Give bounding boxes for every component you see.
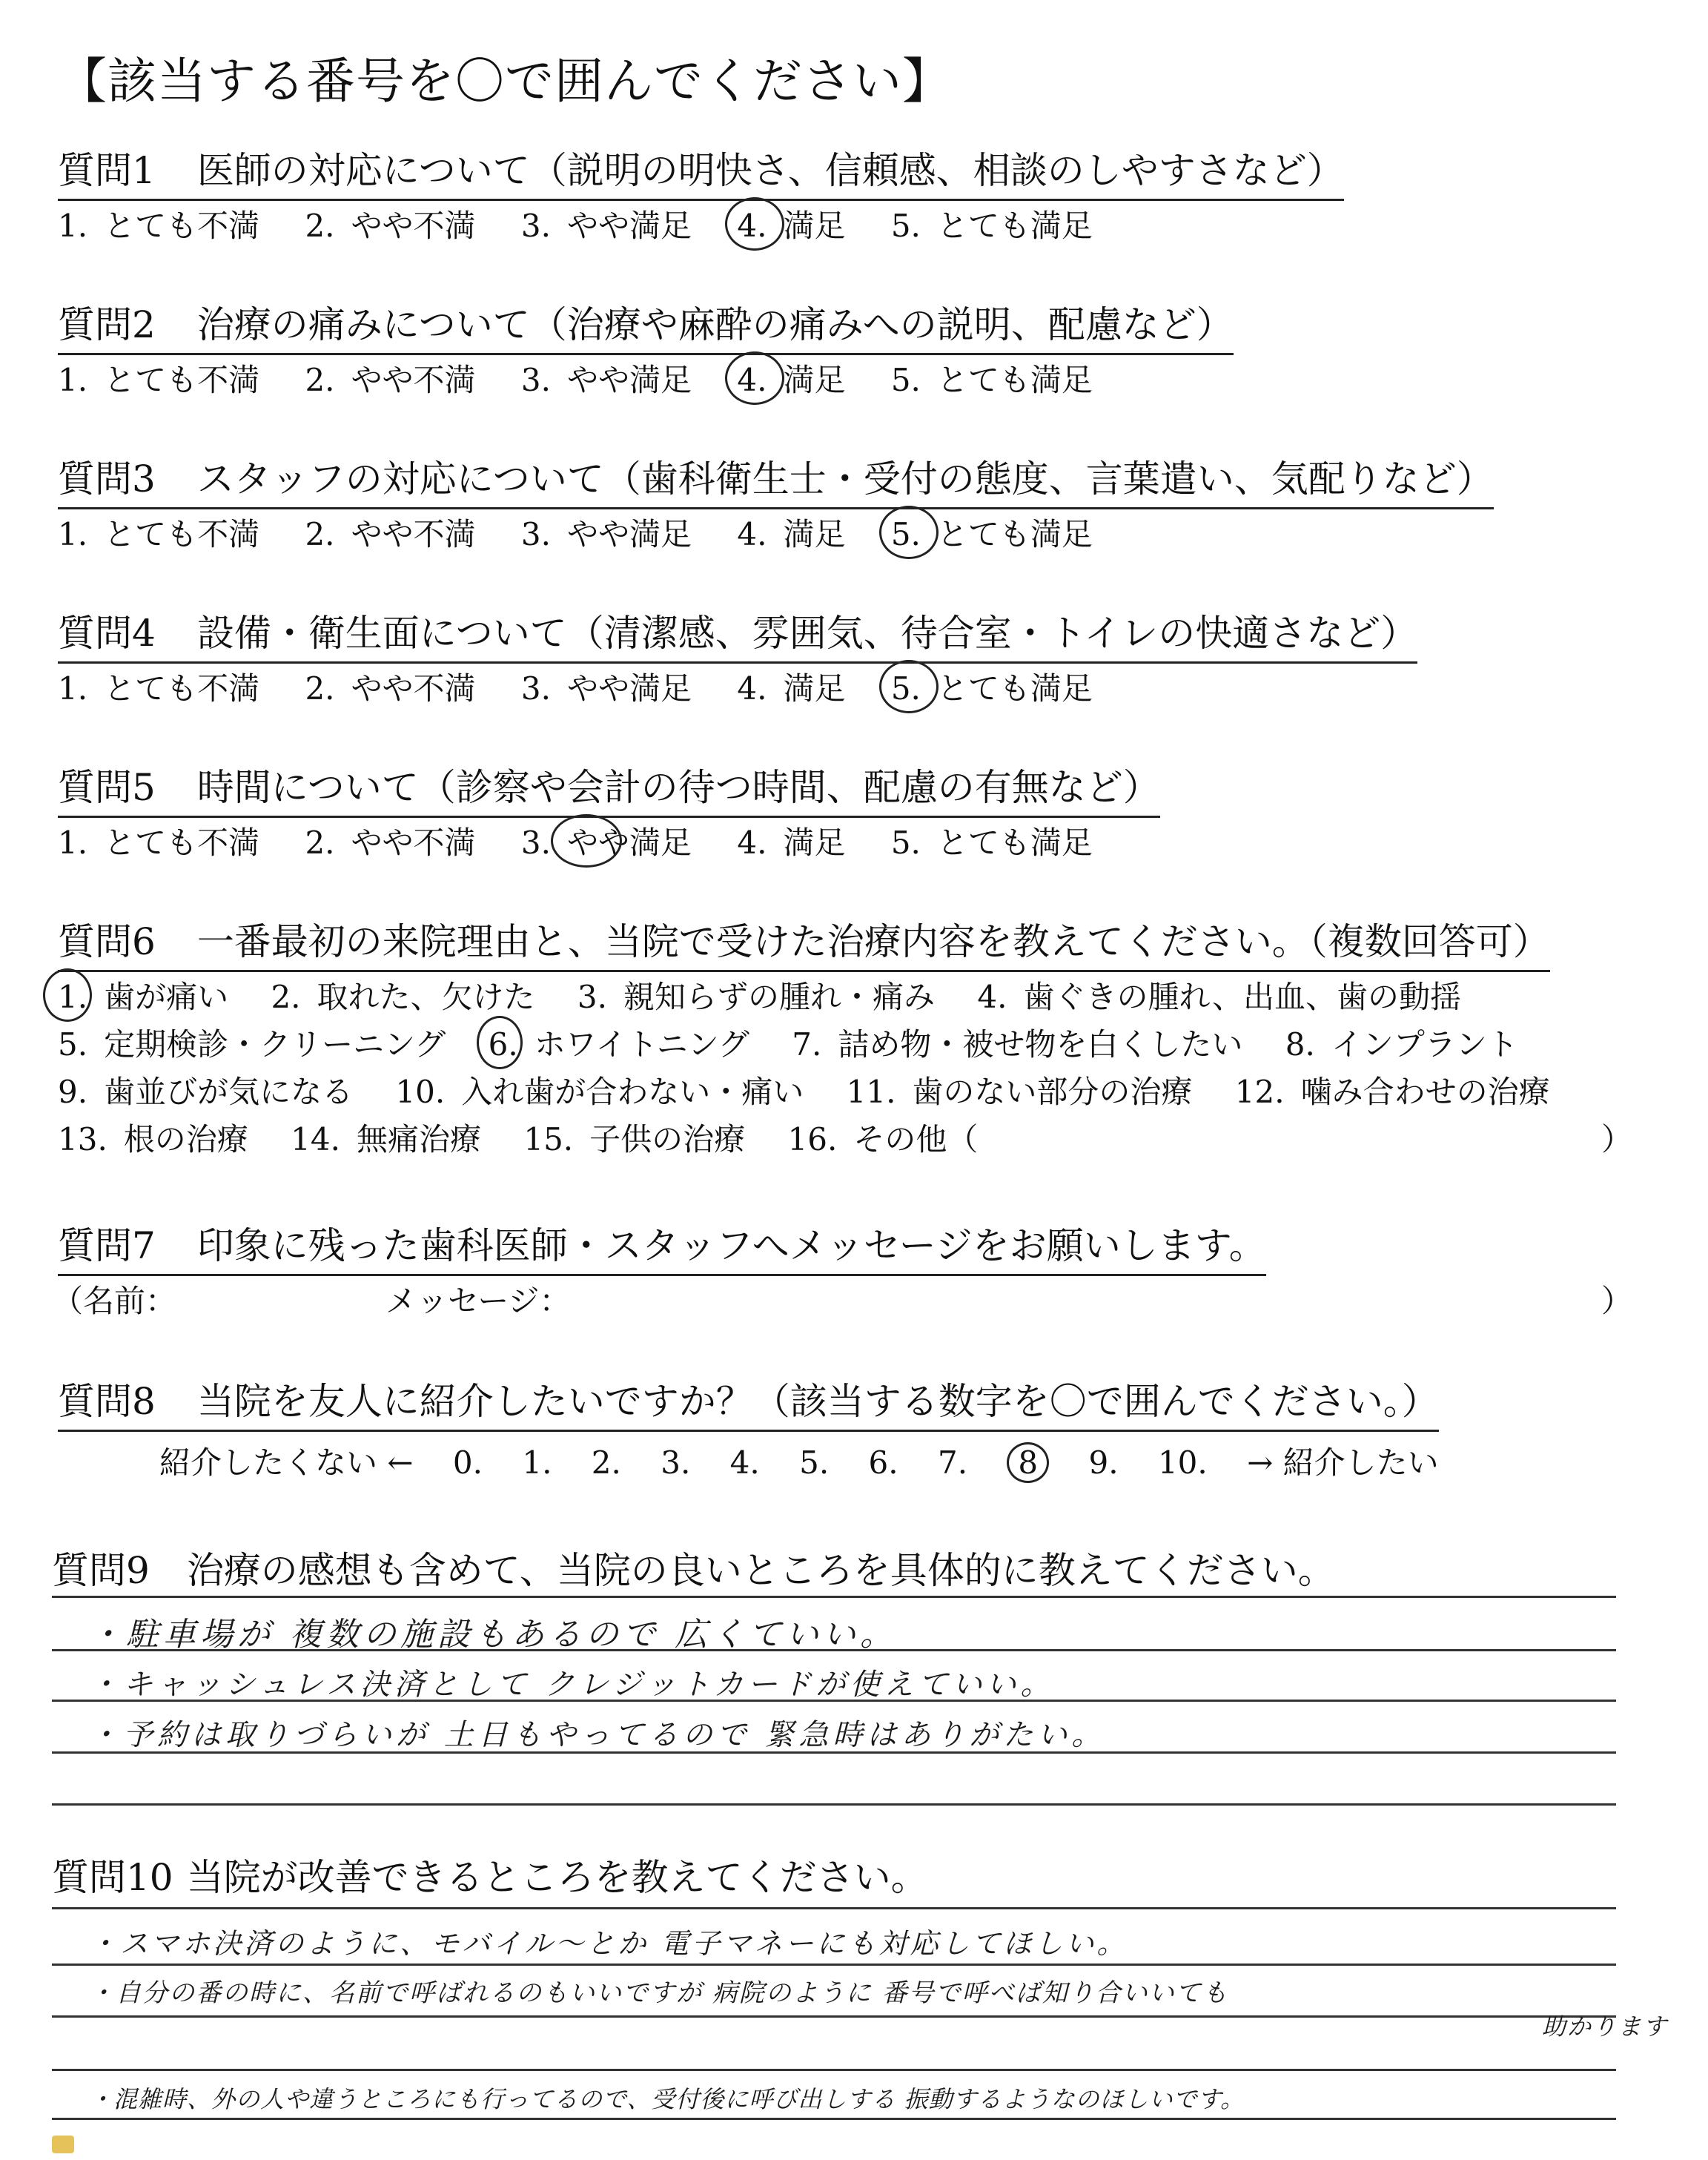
answer-line: [52, 1596, 1616, 1598]
question-4-options: [58, 664, 1128, 709]
scale-3[interactable]: 3.: [661, 1444, 691, 1481]
option-3[interactable]: 3. やや満足: [520, 516, 692, 552]
option-1[interactable]: 1. とても不満: [58, 516, 260, 552]
answer-line: [52, 2118, 1616, 2120]
scale-8-selected[interactable]: 8: [1007, 1442, 1049, 1483]
recommend-scale: [159, 1439, 1469, 1483]
name-label: （名前：: [52, 1283, 177, 1319]
question-6-row-4: [58, 1115, 1010, 1160]
option-1[interactable]: 1. とても不満: [58, 208, 260, 244]
question-6-row-3: [58, 1068, 1583, 1112]
question-number: 質問6: [58, 920, 156, 963]
question-3-heading: [58, 449, 1494, 509]
question-5-options: [58, 819, 1128, 863]
option-5[interactable]: 5. とても満足: [890, 825, 1093, 861]
answer-line: [52, 1700, 1616, 1702]
selection-circle: [879, 506, 939, 559]
option-4-selected[interactable]: 4. 満足: [737, 202, 845, 246]
reason-9[interactable]: 9. 歯並びが気になる: [58, 1074, 354, 1110]
question-number: 質問1: [58, 149, 156, 192]
question-number: 質問4: [58, 612, 156, 655]
reason-1-selected[interactable]: 1. 歯が痛い: [58, 973, 228, 1017]
reason-12[interactable]: 12. 噛み合わせの治療: [1234, 1074, 1550, 1110]
option-2[interactable]: 2. やや不満: [305, 516, 476, 552]
scale-5[interactable]: 5.: [799, 1444, 830, 1481]
handwritten-answer-line: ・駐車場が 複数の施設もあるので 広くていい。: [89, 1616, 897, 1654]
message-label: メッセージ：: [385, 1283, 571, 1319]
answer-line: [52, 2015, 1616, 2018]
question-text: 印象に残った歯科医師・スタッフへメッセージをお願いします。: [196, 1224, 1266, 1267]
option-3-selected[interactable]: 3. やや満足: [521, 819, 692, 863]
reason-3[interactable]: 3. 親知らずの腫れ・痛み: [577, 979, 935, 1015]
reason-4[interactable]: 4. 歯ぐきの腫れ、出血、歯の動揺: [977, 979, 1461, 1015]
question-text: 設備・衛生面について（清潔感、雰囲気、待合室・トイレの快適さなど）: [196, 612, 1418, 655]
reason-10[interactable]: 10. 入れ歯が合わない・痛い: [395, 1074, 804, 1110]
question-8-heading: [58, 1372, 1439, 1432]
option-5-selected[interactable]: 5. とても満足: [891, 510, 1093, 555]
option-2[interactable]: 2. やや不満: [305, 670, 476, 707]
question-2-options: [58, 356, 1128, 400]
question-7-heading: [58, 1216, 1266, 1276]
question-number: 質問7: [58, 1224, 156, 1267]
scale-10[interactable]: 10.: [1157, 1444, 1208, 1481]
selection-circle: [879, 660, 939, 713]
question-number: 質問5: [58, 766, 156, 809]
option-4[interactable]: 4. 満足: [737, 825, 846, 861]
option-3[interactable]: 3. やや満足: [520, 670, 692, 707]
scale-6[interactable]: 6.: [868, 1444, 898, 1481]
option-2[interactable]: 2. やや不満: [305, 208, 476, 244]
question-4-heading: [58, 604, 1417, 664]
handwritten-answer-line: ・キャッシュレス決済として クレジットカードが使えていい。: [89, 1668, 1055, 1702]
option-4-selected[interactable]: 4. 満足: [737, 356, 845, 400]
question-number: 質問10: [52, 1856, 173, 1899]
option-3[interactable]: 3. やや満足: [520, 208, 692, 244]
answer-line: [52, 1964, 1616, 1966]
handwritten-answer-line: ・混雑時、外の人や違うところにも行ってるので、受付後に呼び出しする 振動するようなのほしいです。: [89, 2085, 1245, 2113]
question-5-heading: [58, 758, 1160, 818]
selection-circle: [477, 1016, 523, 1069]
reason-15[interactable]: 15. 子供の治療: [523, 1121, 746, 1157]
answer-line: [52, 2069, 1616, 2071]
scale-2[interactable]: 2.: [591, 1444, 621, 1481]
option-2[interactable]: 2. やや不満: [305, 362, 476, 398]
scale-9[interactable]: 9.: [1088, 1444, 1119, 1481]
handwritten-answer-line: 助かります: [1542, 2012, 1669, 2041]
question-number: 質問3: [58, 458, 156, 501]
answer-line: [52, 1751, 1616, 1754]
scale-right-label: → 紹介したい: [1247, 1444, 1439, 1481]
question-text: 一番最初の来院理由と、当院で受けた治療内容を教えてください。（複数回答可）: [196, 920, 1550, 963]
option-5-selected[interactable]: 5. とても満足: [891, 664, 1093, 709]
scale-left-label: 紹介したくない ←: [159, 1444, 414, 1481]
reason-11[interactable]: 11. 歯のない部分の治療: [846, 1074, 1193, 1110]
handwritten-answer-line: ・予約は取りづらいが 土日もやってるので 緊急時はありがたい。: [89, 1718, 1106, 1752]
reason-13[interactable]: 13. 根の治療: [58, 1121, 248, 1157]
reason-8[interactable]: 8. インプラント: [1285, 1026, 1518, 1063]
option-4[interactable]: 4. 満足: [737, 670, 846, 707]
scale-1[interactable]: 1.: [522, 1444, 552, 1481]
question-1-options: [58, 202, 1128, 246]
question-10-heading: [52, 1848, 928, 1901]
message-close-paren: ）: [1601, 1283, 1633, 1319]
option-4[interactable]: 4. 満足: [737, 516, 846, 552]
question-number: 質問9: [52, 1549, 150, 1592]
handwritten-answer-line: ・自分の番の時に、名前で呼ばれるのもいいですが 病院のように 番号で呼べば知り合いいても: [89, 1978, 1229, 2008]
question-number: 質問8: [58, 1380, 156, 1423]
answer-line: [52, 1907, 1616, 1909]
question-6-row-2: [58, 1020, 1551, 1065]
question-3-options: [58, 510, 1128, 555]
question-text: スタッフの対応について（歯科衛生士・受付の態度、言葉遣い、気配りなど）: [196, 458, 1494, 501]
reason-5[interactable]: 5. 定期検診・クリーニング: [58, 1026, 446, 1063]
other-close-paren: ）: [1601, 1121, 1633, 1157]
question-text: 医師の対応について（説明の明快さ、信頼感、相談のしやすさなど）: [196, 149, 1344, 192]
option-1[interactable]: 1. とても不満: [58, 362, 260, 398]
question-text: 治療の痛みについて（治療や麻酔の痛みへの説明、配慮など）: [196, 303, 1234, 346]
answer-line: [52, 1649, 1616, 1651]
scale-7[interactable]: 7.: [937, 1444, 968, 1481]
page-title: 【該当する番号を〇で囲んでください】: [58, 53, 952, 110]
selection-circle: [551, 814, 622, 868]
option-5[interactable]: 5. とても満足: [890, 208, 1093, 244]
answer-line: [52, 1803, 1616, 1806]
selection-circle: [725, 197, 784, 251]
scale-0[interactable]: 0.: [452, 1444, 483, 1481]
scale-4[interactable]: 4.: [729, 1444, 760, 1481]
option-1[interactable]: 1. とても不満: [58, 825, 260, 861]
option-2[interactable]: 2. やや不満: [305, 825, 476, 861]
reason-16-other[interactable]: 16. その他（: [787, 1121, 979, 1157]
question-text: 治療の感想も含めて、当院の良いところを具体的に教えてください。: [186, 1549, 1335, 1592]
option-3[interactable]: 3. やや満足: [520, 362, 692, 398]
reason-7[interactable]: 7. 詰め物・被せ物を白くしたい: [792, 1026, 1243, 1063]
handwritten-answer-line: ・スマホ決済のように、モバイル～とか 電子マネーにも対応してほしい。: [89, 1927, 1128, 1960]
question-9-heading: [52, 1541, 1335, 1594]
question-text: 時間について（診察や会計の待つ時間、配慮の有無など）: [196, 766, 1160, 809]
reason-6-selected[interactable]: 6. ホワイトニング: [489, 1020, 749, 1065]
highlight-mark: [52, 2136, 74, 2153]
option-5[interactable]: 5. とても満足: [890, 362, 1093, 398]
reason-2[interactable]: 2. 取れた、欠けた: [271, 979, 535, 1015]
question-text: 当院が改善できるところを教えてください。: [186, 1856, 928, 1899]
question-text: 当院を友人に紹介したいですか？（該当する数字を〇で囲んでください。）: [196, 1380, 1439, 1423]
option-1[interactable]: 1. とても不満: [58, 670, 260, 707]
reason-14[interactable]: 14. 無痛治療: [291, 1121, 481, 1157]
selection-circle: [43, 968, 92, 1022]
question-6-row-1: [58, 973, 1494, 1017]
question-1-heading: [58, 141, 1344, 201]
question-2-heading: [58, 295, 1234, 355]
selection-circle: [725, 351, 784, 405]
question-6-heading: [58, 912, 1550, 972]
question-number: 質問2: [58, 303, 156, 346]
